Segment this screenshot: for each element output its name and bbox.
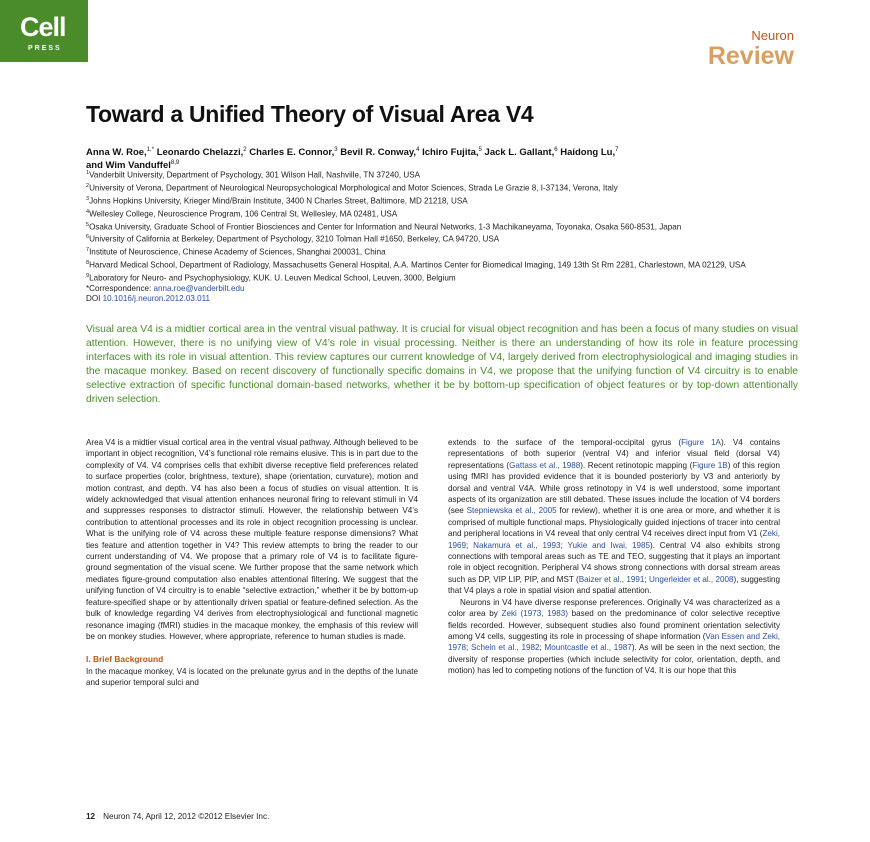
citation-link[interactable]: Baizer et al., 1991: [578, 574, 645, 584]
logo-wordmark: Cell: [20, 12, 66, 42]
journal-name: Neuron: [751, 28, 794, 43]
doi-link[interactable]: 10.1016/j.neuron.2012.03.011: [102, 294, 211, 304]
page-number: 12: [86, 812, 96, 821]
affiliation: $^5$Osaka University, Graduate School of Frontier Biosciences and Center for Information and Neural Networks, 1-3 Machikaneyama, Toyonaka, Osaka 560-8531, Japan: [86, 221, 682, 232]
citation-link[interactable]: Stepniewska et al., 2005: [466, 506, 557, 516]
affiliation: $^1$Vanderbilt University, Department of Psychology, 301 Wilson Hall, Nashville, TN 37240, USA: [86, 170, 420, 180]
body-paragraph: Neurons in V4 have diverse response preferences. Originally V4 was characterized as a color area by Zeki (1973, 1983) based on the predominance of color selective receptive fields recorded. However, subsequent studies also found prominent orientation selectivity among V4 cells, suggesting its role in processing of shape information (Van Essen and Zeki, 1978; Schein et al., 1982; Mountcastle et al., 1987). As will be seen in the next section, the diversity of response properties (which include selectivity for color, orientation, depth, and motion) has led to competing notions of the function of V4. It is our hope that this: [448, 597, 781, 676]
footer-citation: Neuron 74, April 12, 2012 ©2012 Elsevier Inc.: [103, 812, 270, 821]
body-paragraph: extends to the surface of the temporal-occipital gyrus (Figure 1A). V4 contains representations of both superior (ventral V4) and inferior visual field (dorsal V4) representations (Gattass et al., 1988). Recent retinotopic mapping (Figure 1B) of this region using fMRI has provided evidence that it is bounded posteriorly by V3 and anteriorly by dorsal and ventral V4A. While gross retinotopy in V4 is well understood, some important aspects of its organization are still debated. These issues include the location of V4 borders (see Stepniewska et al., 2005 for review), whether it is one area or more, and whether it is comprised of multiple functional maps. Physiologically guided injections of tracer into central and peripheral locations in V4 reveal that only central V4 receives direct input from V1 (Zeki, 1969; Nakamura et al., 1993; Yukie and Iwai, 1985). Central V4 also exhibits strong connections with temporal areas such as TE and TEO, suggesting that it plays an important role in object recognition. Peripheral V4 shows strong connections with dorsal stream areas such as DP, VIP LIP, PIP, and MST (Baizer et al., 1991; Ungerleider et al., 2008), suggesting that V4 plays a role in spatial vision and spatial attention.: [448, 438, 780, 596]
citation-link[interactable]: Nakamura et al., 1993: [473, 540, 561, 550]
affiliation: $^6$University of California at Berkeley, Department of Psychology, 3210 Tolman Hall #1650, Berkeley, CA 94720, USA: [86, 234, 500, 245]
affiliation: $^4$Wellesley College, Neuroscience Program, 106 Central St, Wellesley, MA 02481, USA: [86, 208, 398, 219]
author: Charles E. Connor,$^3$: [249, 147, 338, 159]
affiliation: $^2$University of Verona, Department of Neurological Neuropsychological Morphological and Motor Sciences, Strada Le Grazie 8, I-37134, Verona, Italy: [86, 182, 618, 193]
affiliation: $^8$Harvard Medical School, Department of Radiology, Massachusetts General Hospital, A.A. Martinos Center for Biomedical Imaging, 149 13th St Rm 2281, Charlestown, MA 02129, USA: [86, 260, 746, 270]
doi: DOI 10.1016/j.neuron.2012.03.011: [86, 294, 211, 304]
page-footer: [86, 812, 269, 821]
right-column: [448, 437, 780, 677]
citation-link[interactable]: Mountcastle et al., 1987: [544, 643, 632, 653]
citation-link[interactable]: Yukie and Iwai, 1985: [567, 540, 651, 550]
affiliation: $^9$Laboratory for Neuro- and Psychophysiology, KUK. U. Leuven Medical School, Leuven, 3000, Belgium: [86, 273, 456, 283]
left-column: [86, 437, 418, 689]
correspondence: *Correspondence: anna.roe@vanderbilt.edu: [86, 284, 245, 294]
article-section: Review: [707, 42, 794, 70]
affiliation: $^7$Institute of Neuroscience, Chinese Academy of Sciences, Shanghai 200031, China: [86, 247, 386, 258]
author: Bevil R. Conway,$^4$: [340, 147, 420, 159]
affiliations: [86, 168, 796, 304]
intro-paragraph: Area V4 is a midtier visual cortical area in the ventral visual pathway. Although believed to be important in object recognition, V4’s functional role remains elusive. This is in part due to the complexity of V4. V4 comprises cells that exhibit diverse receptive field preferences related to surface properties (color, brightness, texture), shape (orientation, curvature), motion and motion contrast, and depth. V4 has also been a focus of studies on visual attention. It is widely acknowledged that visual attention enhances neuronal firing to relevant stimuli in V4 and suppresses responses to distractor stimuli. However, the relationship between V4’s contribution to attentional processes and its role in object recognition processing is unclear. What is the unifying role of V4 across these multiple feature response dimensions? What ties feature and attention together in V4? This review attempts to bring the reader to our current understanding of V4. We propose that a primary role of V4 is to facilitate figure-ground segmentation of the visual scene. We further propose that the same network which mediates figure-ground computation also enables attentional filtering. We suggest that the unifying function of V4 circuitry is to enable “selective extraction,” whether it be by bottom-up feature-specified shape or by attentionally driven spatial or feature-defined selection. As the bulk of knowledge regarding V4 derives from electrophysiological and functional magnetic resonance imaging (fMRI) studies in the macaque monkey, the emphasis of this review will be on monkey studies. However, where appropriate, reference to human studies is made.: [86, 438, 418, 641]
citation-link[interactable]: Zeki, 1969: [448, 529, 780, 550]
citation-link[interactable]: Schein et al., 1982: [471, 643, 540, 653]
background-paragraph: In the macaque monkey, V4 is located on the prelunate gyrus and in the depths of the lunate and superior temporal sulci and: [86, 666, 418, 688]
author: Leonardo Chelazzi,$^2$: [156, 147, 247, 159]
author: Ichiro Fujita,$^5$: [422, 147, 482, 159]
correspondence-email-link[interactable]: anna.roe@vanderbilt.edu: [153, 284, 245, 294]
author: Jack L. Gallant,$^6$: [484, 147, 558, 159]
logo-subtitle: PRESS: [28, 45, 62, 52]
figure-link[interactable]: Figure 1A: [681, 438, 721, 447]
citation-link[interactable]: Zeki (1973, 1983): [501, 609, 568, 619]
figure-link[interactable]: Figure 1B: [692, 460, 728, 470]
citation-link[interactable]: Van Essen and Zeki, 1978: [448, 631, 780, 653]
author: Anna W. Roe,$^{1,*}$: [86, 147, 155, 159]
author: and Wim Vanduffel$^{8,9}$: [86, 160, 180, 172]
abstract: Visual area V4 is a midtier cortical area in the ventral visual pathway. It is crucial for visual object recognition and has been a focus of many studies on visual attention. However, there is no unifying view of V4’s role in visual processing. Neither is there an understanding of how its role in feature processing interfaces with its role in visual attention. This review captures our current knowledge of V4, largely derived from electrophysiological and imaging studies in the macaque monkey. Based on recent discovery of functionally specific domains in V4, we propose that the unifying function of V4 circuitry is to enable selective extraction of specific functional domain-based networks, whether it be by bottom-up specification of object features or by top-down attentionally driven selection.: [86, 324, 798, 405]
citation-link[interactable]: Gattass et al., 1988: [509, 460, 581, 470]
section-heading: I. Brief Background: [86, 654, 164, 665]
cell-press-logo: [0, 0, 88, 62]
article-title: Toward a Unified Theory of Visual Area V4: [86, 101, 534, 127]
citation-link[interactable]: Ungerleider et al., 2008: [649, 574, 734, 584]
affiliation: $^3$Johns Hopkins University, Krieger Mind/Brain Institute, 3400 N Charles Street, Baltimore, MD 21218, USA: [86, 195, 468, 206]
author: Haidong Lu,$^7$: [560, 147, 619, 159]
